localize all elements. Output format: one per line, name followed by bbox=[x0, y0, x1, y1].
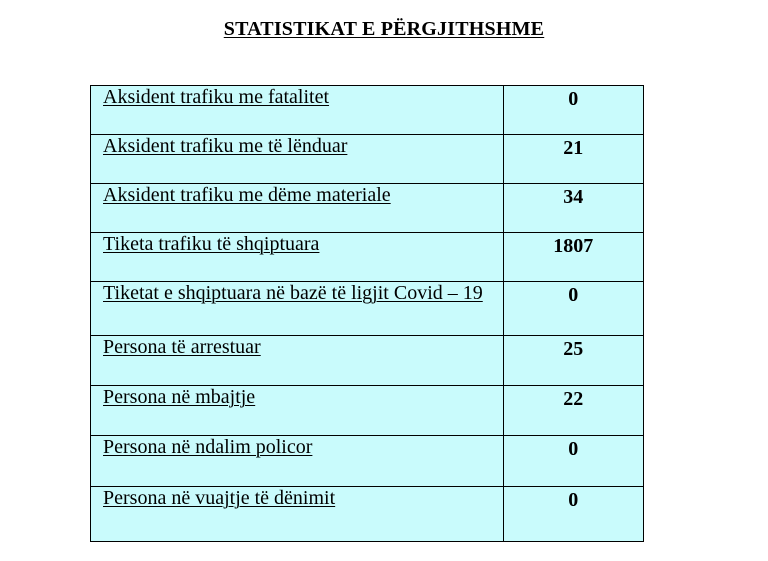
table-row bbox=[91, 386, 644, 436]
row-label-cell bbox=[91, 487, 504, 542]
row-label-cell bbox=[91, 436, 504, 487]
row-value: 0 bbox=[503, 487, 643, 542]
row-label-cell bbox=[91, 184, 504, 233]
row-label-cell bbox=[91, 135, 504, 184]
row-label: Aksident trafiku me fatalitet bbox=[103, 86, 330, 108]
row-label-cell bbox=[91, 336, 504, 386]
table-row bbox=[91, 282, 644, 336]
row-value: 21 bbox=[503, 135, 643, 184]
row-value: 22 bbox=[503, 386, 643, 436]
table-row bbox=[91, 336, 644, 386]
table-row bbox=[91, 233, 644, 282]
row-label: Tiketa trafiku të shqiptuara bbox=[103, 233, 320, 255]
row-label-cell bbox=[91, 282, 504, 336]
row-label-cell bbox=[91, 386, 504, 436]
row-label: Aksident trafiku me të lënduar bbox=[103, 135, 348, 157]
row-value: 0 bbox=[503, 86, 643, 135]
table-row bbox=[91, 135, 644, 184]
row-value: 1807 bbox=[503, 233, 643, 282]
row-label-cell bbox=[91, 86, 504, 135]
row-value: 0 bbox=[503, 282, 643, 336]
row-label: Persona të arrestuar bbox=[103, 336, 261, 358]
row-label: Persona në mbajtje bbox=[103, 386, 256, 408]
table-row bbox=[91, 436, 644, 487]
page-title: STATISTIKAT E PËRGJITHSHME bbox=[223, 18, 545, 40]
row-value: 0 bbox=[503, 436, 643, 487]
row-value: 25 bbox=[503, 336, 643, 386]
row-label: Persona në ndalim policor bbox=[103, 436, 313, 458]
row-label: Tiketat e shqiptuara në bazë të ligjit Covid – 19 bbox=[103, 282, 483, 304]
row-label: Aksident trafiku me dëme materiale bbox=[103, 184, 391, 206]
row-label-cell bbox=[91, 233, 504, 282]
table-row bbox=[91, 487, 644, 542]
row-label: Persona në vuajtje të dënimit bbox=[103, 487, 336, 509]
table-row bbox=[91, 184, 644, 233]
statistics-table bbox=[90, 85, 644, 542]
row-value: 34 bbox=[503, 184, 643, 233]
table-row bbox=[91, 86, 644, 135]
